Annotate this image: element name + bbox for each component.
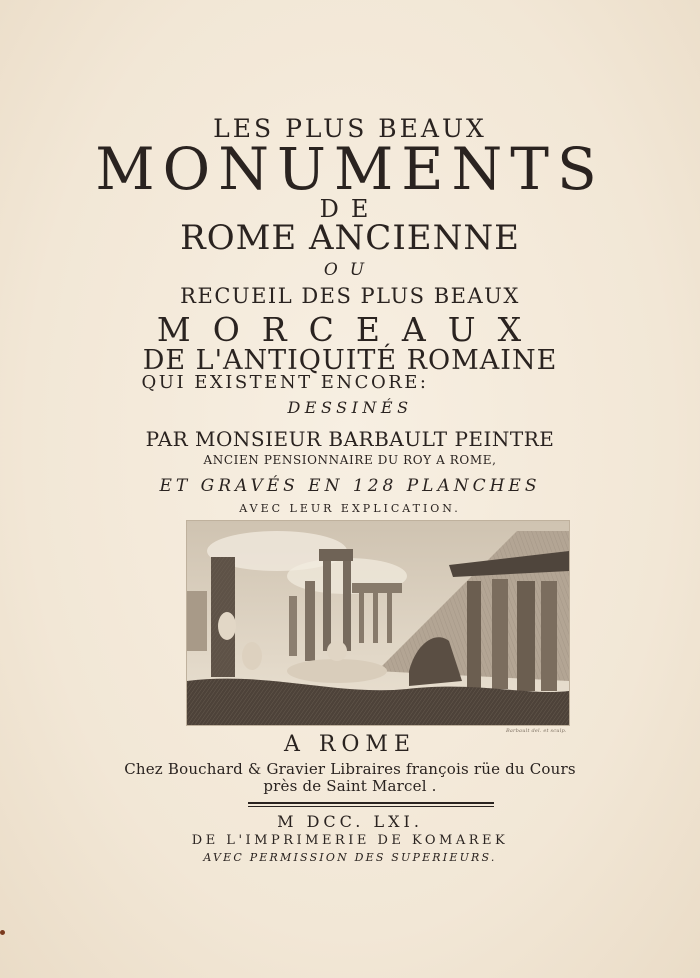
plates-line: ET GRAVÉS EN 128 PLANCHES <box>159 476 541 496</box>
double-rule-top <box>248 802 494 804</box>
title-rome-ancienne: ROME ANCIENNE <box>180 218 520 258</box>
author-line: PAR MONSIEUR BARBAULT PEINTRE <box>145 427 555 451</box>
paper-spot <box>0 930 5 935</box>
explication-line: AVEC LEUR EXPLICATION. <box>239 502 461 515</box>
title-line-de: DE <box>319 195 381 223</box>
imprint-city: A ROME <box>283 732 417 757</box>
frontispiece-engraving <box>186 520 570 726</box>
subtitle-antiquite: DE L'ANTIQUITÉ ROMAINE <box>142 345 558 376</box>
engraving-caption: Barbault del. et sculp. <box>506 728 567 734</box>
subtitle-existent: QUI EXISTENT ENCORE: <box>141 372 429 393</box>
imprint-publisher-2: près de Saint Marcel . <box>263 777 437 795</box>
subtitle-recueil: RECUEIL DES PLUS BEAUX <box>180 284 520 308</box>
title-line-ou: OU <box>323 260 377 280</box>
author-title: ANCIEN PENSIONNAIRE DU ROY A ROME, <box>203 453 497 467</box>
imprint-permission: AVEC PERMISSION DES SUPERIEURS. <box>203 851 497 864</box>
engraving-illustration <box>187 521 569 725</box>
imprint-date: M DCC. LXI. <box>277 812 423 831</box>
subtitle-morceaux: MORCEAUX <box>156 310 544 349</box>
title-line-1: LES PLUS BEAUX <box>213 114 487 143</box>
title-main: MONUMENTS <box>95 135 605 203</box>
imprint-publisher-1: Chez Bouchard & Gravier Libraires françois rüe du Cours <box>124 760 576 778</box>
double-rule-bottom <box>248 806 494 807</box>
imprint-printer: DE L'IMPRIMERIE DE KOMAREK <box>191 833 509 848</box>
subtitle-dessines: DESSINÉS <box>287 398 413 417</box>
